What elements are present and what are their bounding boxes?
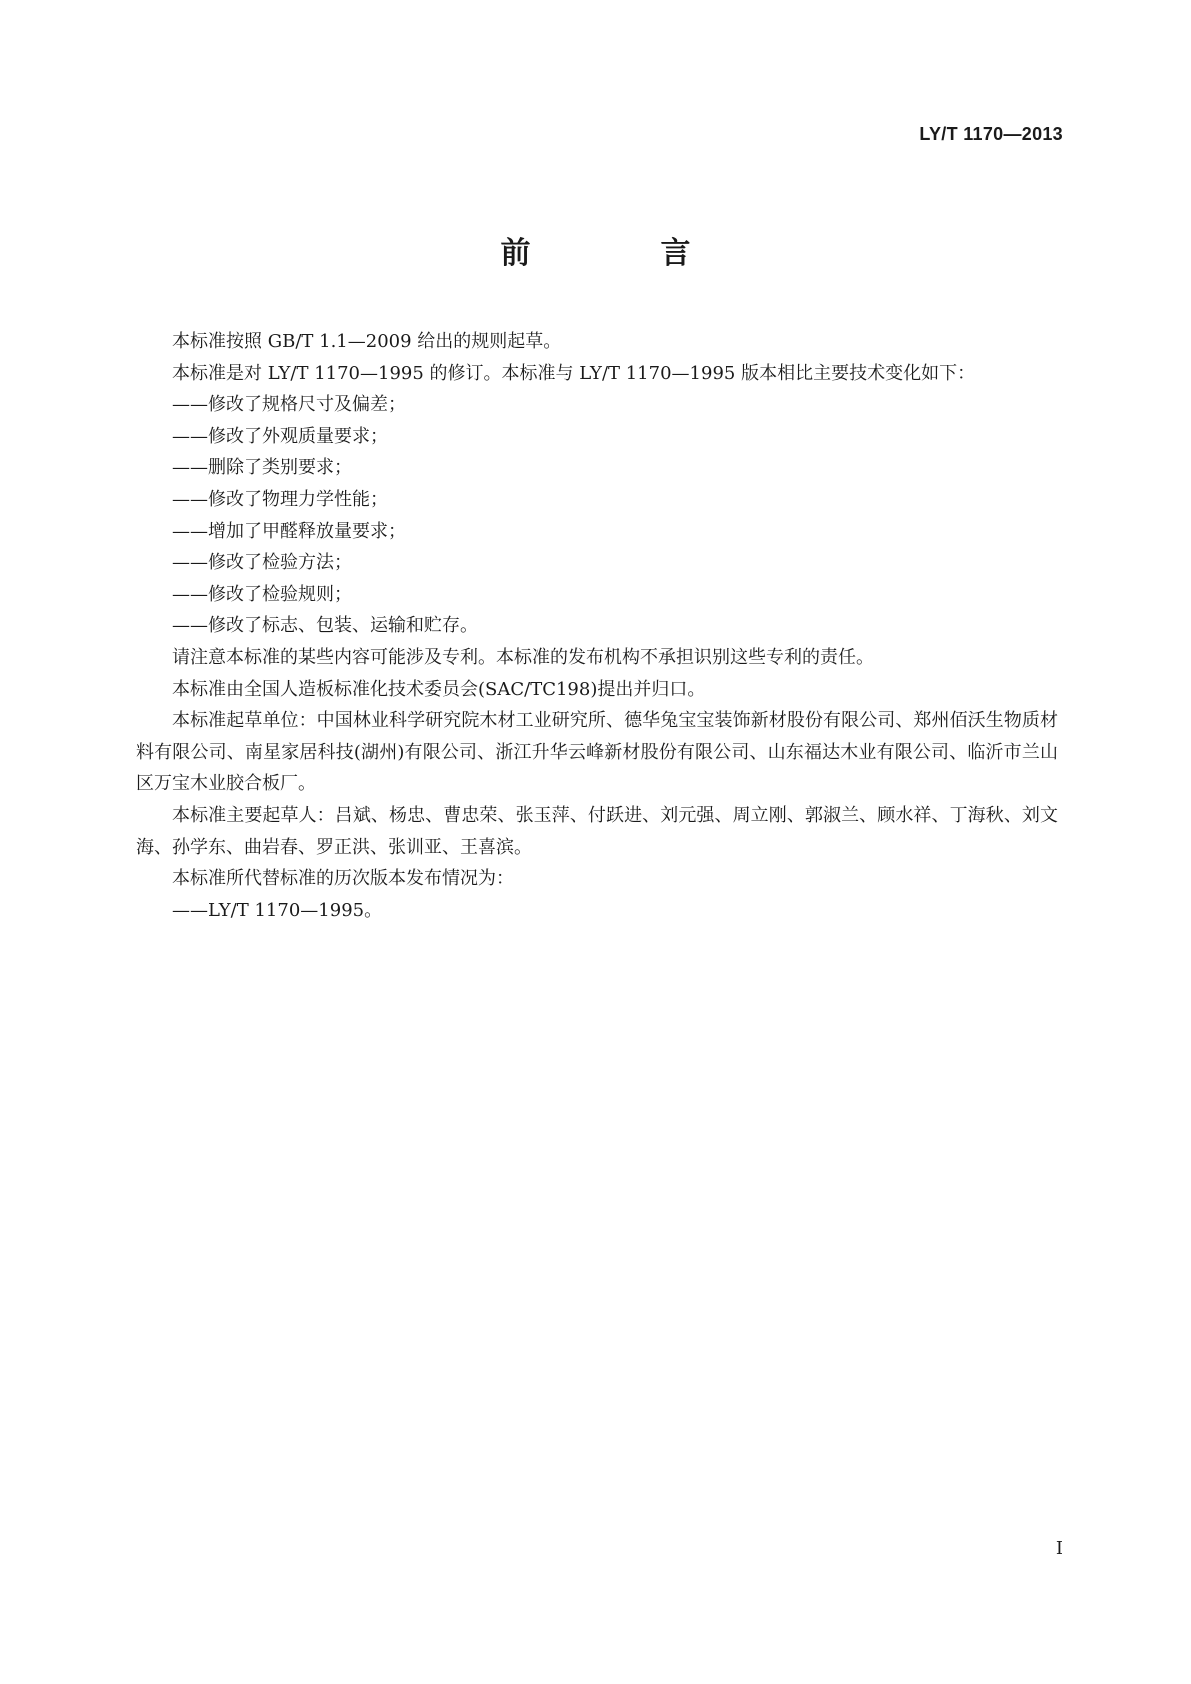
standard-number: LY/T 1170—2013 (919, 124, 1063, 144)
change-item: ——修改了外观质量要求； (172, 425, 388, 447)
paragraph-patent-notice: 请注意本标准的某些内容可能涉及专利。本标准的发布机构不承担识别这些专利的责任。 (172, 646, 874, 668)
paragraph-previous-editions: 本标准所代替标准的历次版本发布情况为： (172, 868, 514, 890)
paragraph-drafting-units: 本标准起草单位：中国林业科学研究院木材工业研究所、德华兔宝宝装饰新材股份有限公司、郑州佰沃生物质材料有限公司、南星家居科技(湖州)有限公司、浙江升华云峰新材股份有限公司、山东福达木业有限公司、临沂市兰山区万宝木业胶合板厂。 (136, 710, 1058, 795)
page-title: 前 言 (500, 236, 741, 271)
change-item: ——修改了物理力学性能； (172, 488, 388, 510)
change-item: ——修改了规格尺寸及偏差； (172, 394, 406, 416)
change-item: ——修改了标志、包装、运输和贮存。 (172, 615, 478, 637)
page-number: I (1055, 1538, 1063, 1559)
paragraph-drafters: 本标准主要起草人：吕斌、杨忠、曹忠荣、张玉萍、付跃进、刘元强、周立刚、郭淑兰、顾水祥、丁海秋、刘文海、孙学东、曲岩春、罗正洪、张训亚、王喜滨。 (136, 804, 1058, 858)
change-item: ——修改了检验方法； (172, 552, 352, 574)
paragraph-revision: 本标准是对 LY/T 1170—1995 的修订。本标准与 LY/T 1170—1995 版本相比主要技术变化如下： (172, 362, 976, 384)
previous-edition-item: ——LY/T 1170—1995。 (172, 899, 383, 921)
change-item: ——修改了检验规则； (172, 583, 352, 605)
foreword-body (136, 326, 1058, 926)
change-item: ——删除了类别要求； (172, 457, 352, 479)
paragraph-drafting-rules: 本标准按照 GB/T 1.1—2009 给出的规则起草。 (172, 331, 562, 352)
paragraph-proposer: 本标准由全国人造板标准化技术委员会(SAC/TC198)提出并归口。 (172, 678, 706, 700)
change-item: ——增加了甲醛释放量要求； (172, 520, 406, 542)
